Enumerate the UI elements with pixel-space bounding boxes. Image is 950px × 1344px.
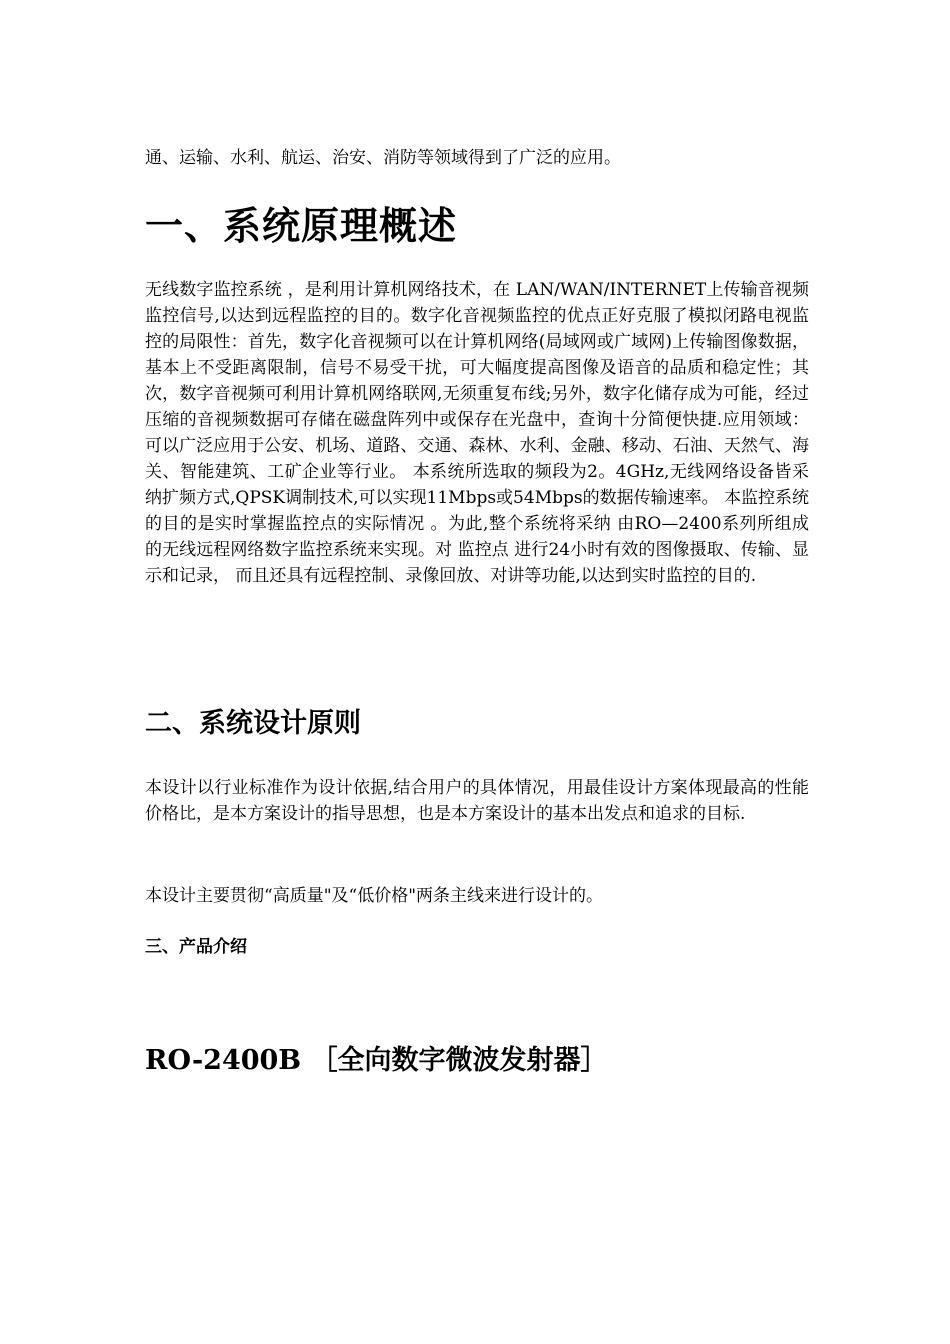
section-1-heading: 一、系统原理概述 [145,204,458,248]
section-2-body-2: 本设计主要贯彻“高质量"及“低价格"两条主线来进行设计的。 [145,886,604,906]
product-heading: RO-2400B ［全向数字微波发射器］ [145,1045,608,1076]
section-2-heading: 二、系统设计原则 [145,708,361,739]
section-3-heading: 三、产品介绍 [145,937,247,957]
section-1-body: 无线数字监控系统 ，是利用计算机网络技术，在 LAN/WAN/INTERNET上传输音视频监控信号,以达到远程监控的目的。数字化音视频监控的优点正好克服了模拟闭路电视监控的局限性：首先，数字化音视频可以在计算机网络(局域网或广域网)上传输图像数据，基本上不受距离限制，信号不易受干扰，可大幅度提高图像及语音的品质和稳定性；其次，数字音视频可利用计算机网络联网,无须重复布线;另外，数字化储存成为可能，经过压缩的音视频数据可存储在磁盘阵列中或保存在光盘中，查询十分简便快捷.应用领域：可以广泛应用于公安、机场、道路、交通、森林、水利、金融、移动、石油、天然气、海关、智能建筑、工矿企业等行业。 本系统所选取的频段为2。4GHz,无线网络设备皆采纳扩频方式,QPSK调制技术,可以实现11Mbps或54Mbps的数据传输速率。 本监控系统的目的是实时掌握监控点的实际情况 。为此,整个系统将采纳 由RO—2400系列所组成的无线远程网络数字监控系统来实现。对 监控点 进行24小时有效的图像摄取、传输、显示和记录， 而且还具有远程控制、录像回放、对讲等功能,以达到实时监控的目的. [145,280,809,586]
intro-paragraph: 通、运输、水利、航运、治安、消防等领域得到了广泛的应用。 [145,148,621,168]
section-2-body-1: 本设计以行业标准作为设计依据,结合用户的具体情况，用最佳设计方案体现最高的性能价格比，是本方案设计的指导思想，也是本方案设计的基本出发点和追求的目标. [145,778,809,824]
